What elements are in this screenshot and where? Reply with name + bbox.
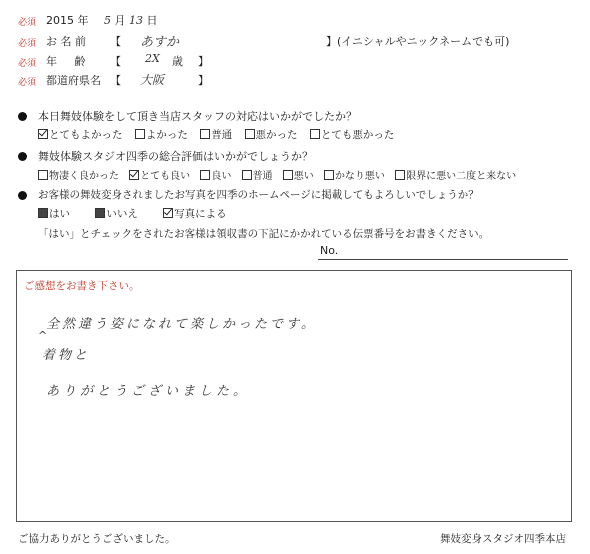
voucher-underline xyxy=(318,259,568,260)
option-label: 良い xyxy=(211,171,232,182)
option-label: 写真による xyxy=(174,208,227,220)
option-label: はい xyxy=(49,208,70,220)
bullet-icon xyxy=(18,152,27,161)
question-3-options xyxy=(38,206,227,221)
checkbox-icon xyxy=(245,129,255,139)
option-checkbox[interactable] xyxy=(395,171,516,182)
question-2-options xyxy=(38,167,516,182)
required-label-date: 必須 xyxy=(18,18,37,28)
option-checkbox[interactable] xyxy=(245,129,298,141)
age-label: 年 齢 xyxy=(46,55,86,68)
comment-line-2: 着物と xyxy=(42,348,91,363)
checkbox-icon xyxy=(395,170,405,180)
option-checkbox[interactable] xyxy=(310,129,395,141)
option-label: とても良い xyxy=(140,171,191,182)
option-label: 物凄く良かった xyxy=(49,171,119,182)
name-open-bracket: 【 xyxy=(110,35,121,48)
bullet-icon xyxy=(18,112,27,121)
checkbox-icon xyxy=(324,170,334,180)
checkbox-icon xyxy=(200,170,210,180)
photo-note: 「はい」とチェックをされたお客様は領収書の下記にかかれている伝票番号をお書きください。 xyxy=(38,228,490,240)
required-label-name: 必須 xyxy=(18,39,37,49)
option-label: とても悪かった xyxy=(320,129,395,141)
name-value: あすか xyxy=(140,35,180,50)
required-label-age: 必須 xyxy=(18,59,37,69)
option-checkbox[interactable] xyxy=(135,129,188,141)
prefecture-label: 都道府県名 xyxy=(46,74,101,87)
checkbox-icon xyxy=(38,170,48,180)
voucher-label: No. xyxy=(320,244,339,257)
date-year-unit: 年 xyxy=(77,14,89,27)
comment-line-3: ありがとうございました。 xyxy=(46,384,251,399)
option-label: 限界に悪い二度と来ない xyxy=(406,171,517,182)
option-checkbox[interactable] xyxy=(200,129,232,141)
comment-caret-icon: ^ xyxy=(38,329,48,342)
date-day: 13 xyxy=(129,14,143,27)
prefecture-close-bracket: 】 xyxy=(198,74,209,87)
checkbox-checked-icon xyxy=(129,170,139,180)
bullet-icon xyxy=(18,191,27,200)
age-unit: 歳 xyxy=(172,55,183,68)
date-year: 2015 xyxy=(46,14,74,27)
option-checkbox[interactable] xyxy=(129,171,190,182)
checkbox-icon xyxy=(135,129,145,139)
checkbox-icon xyxy=(200,129,210,139)
question-2-text: 舞妓体験スタジオ四季の総合評価はいかがでしょうか？ xyxy=(38,150,313,163)
question-1-options xyxy=(38,127,394,142)
checkbox-icon xyxy=(38,208,48,218)
prefecture-value: 大阪 xyxy=(140,73,165,87)
date-day-unit: 日 xyxy=(146,14,158,27)
checkbox-icon xyxy=(310,129,320,139)
comment-line-1: 全然違う姿になれて楽しかったです。 xyxy=(46,317,317,332)
name-label: お 名 前 xyxy=(46,35,86,48)
required-label-prefecture: 必須 xyxy=(18,78,37,88)
option-checkbox[interactable] xyxy=(200,171,231,182)
option-label: 悪い xyxy=(293,171,314,182)
age-close-bracket: 】 xyxy=(198,55,209,68)
date-month: 5 xyxy=(104,14,111,27)
checkbox-icon xyxy=(95,208,105,218)
name-close-note: 】(イニシャルやニックネームでも可) xyxy=(326,35,510,48)
footer-shop-name: 舞妓変身スタジオ四季本店 xyxy=(440,533,566,545)
question-3-text: お客様の舞妓変身されましたお写真を四季のホームページに掲載してもよろしいでしょうか？ xyxy=(38,189,479,201)
comment-heading: ご感想をお書き下さい。 xyxy=(24,280,140,292)
option-checkbox[interactable] xyxy=(38,129,123,141)
option-checkbox[interactable] xyxy=(283,171,314,182)
option-checkbox[interactable] xyxy=(38,208,70,220)
option-label: とてもよかった xyxy=(49,129,123,141)
date-field xyxy=(46,12,158,28)
option-label: かなり悪い xyxy=(334,171,385,182)
footer-thanks: ご協力ありがとうございました。 xyxy=(18,533,176,545)
option-label: 悪かった xyxy=(255,129,298,141)
age-value: 2X xyxy=(145,52,160,65)
option-checkbox[interactable] xyxy=(242,171,273,182)
age-open-bracket: 【 xyxy=(110,55,121,68)
checkbox-icon xyxy=(242,170,252,180)
question-1-text: 本日舞妓体験をして頂き当店スタッフの対応はいかがでしたか？ xyxy=(38,110,357,123)
date-month-unit: 月 xyxy=(114,14,126,27)
option-label: いいえ xyxy=(106,208,138,220)
option-label: 普通 xyxy=(211,129,233,141)
checkbox-checked-icon xyxy=(163,208,173,218)
option-checkbox[interactable] xyxy=(38,171,119,182)
prefecture-open-bracket: 【 xyxy=(110,74,121,87)
option-label: 普通 xyxy=(252,171,273,182)
option-checkbox[interactable] xyxy=(163,208,227,220)
option-checkbox[interactable] xyxy=(324,171,385,182)
option-label: よかった xyxy=(145,129,188,141)
checkbox-icon xyxy=(283,170,293,180)
checkbox-checked-icon xyxy=(38,129,48,139)
option-checkbox[interactable] xyxy=(95,208,138,220)
